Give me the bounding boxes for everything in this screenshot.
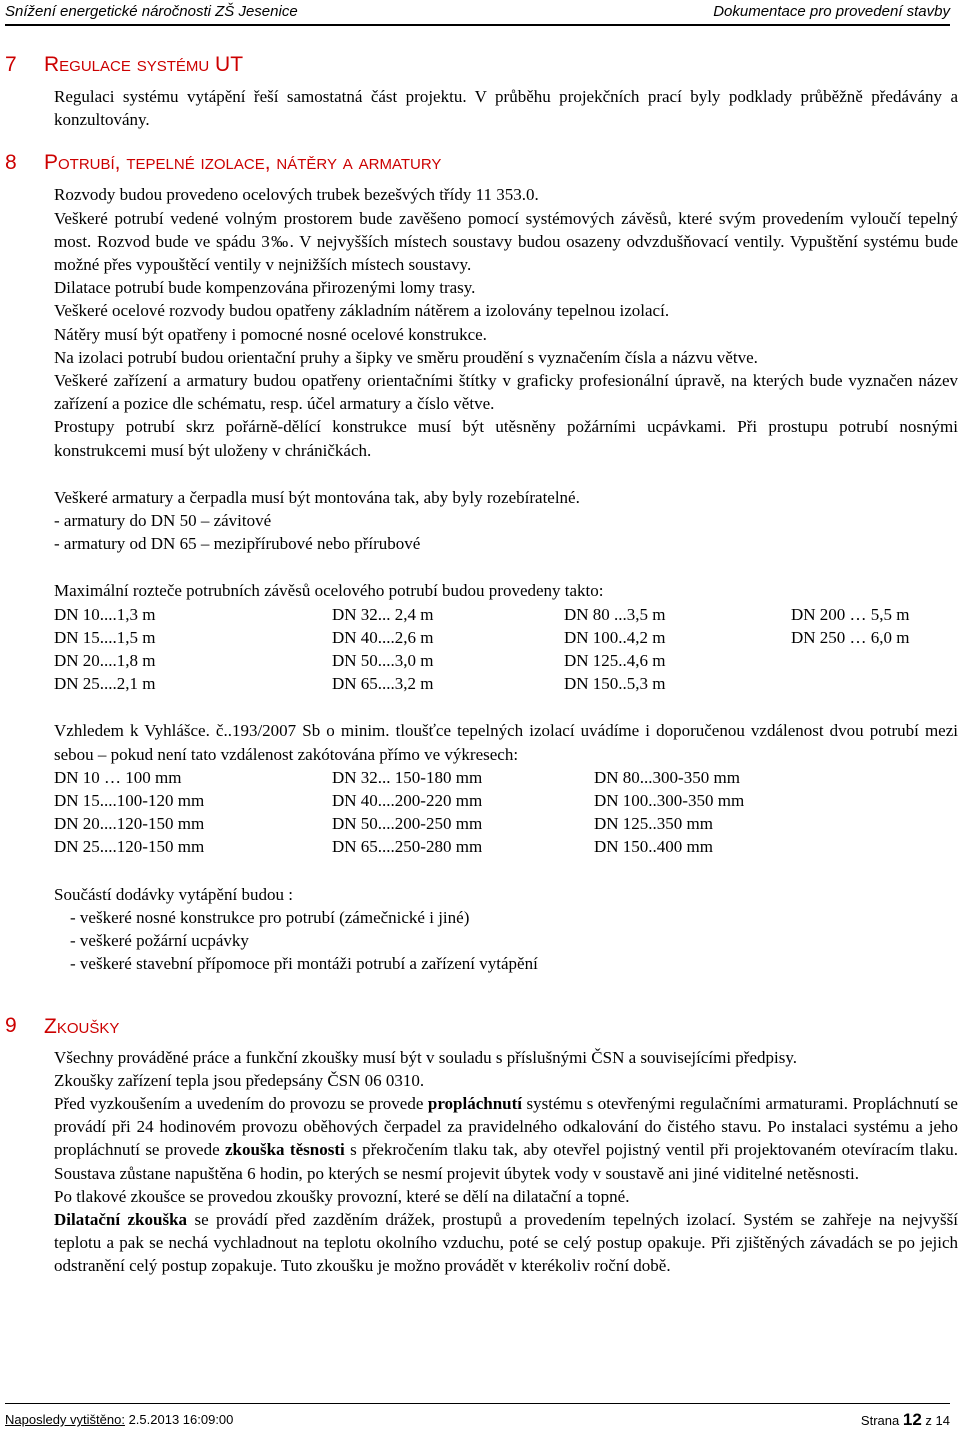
pipe-distance-table — [54, 766, 958, 859]
table-cell: DN 40....200-220 mm — [332, 791, 483, 811]
print-date-label: Naposledy vytištěno: — [5, 1412, 125, 1427]
paragraph: Veškeré potrubí vedené volným prostorem bude zavěšeno pomocí systémových závěsů, které svým provedením vyloučí tepelný most. Rozvod bude ve spádu 3‰. V nejvyšších místech soustavy budou osazeny odvzdušňovací ventily. Vypuštění systému bude možné přes vypouštěcí ventily v nejnižších místech soustavy. — [54, 208, 958, 275]
paragraph: Rozvody budou provedeno ocelových trubek bezešvých třídy 11 353.0. — [54, 185, 539, 205]
page-footer — [5, 1403, 950, 1429]
total-pages: 14 — [935, 1413, 950, 1428]
current-page: 12 — [902, 1410, 922, 1429]
table-cell: DN 32... 2,4 m — [332, 604, 434, 624]
table-cell: DN 100..300-350 mm — [594, 791, 745, 811]
section-number: 7 — [5, 53, 17, 76]
paragraph: Po tlakové zkoušce se provedou zkoušky provozní, které se dělí na dilatační a topné. — [54, 1186, 630, 1206]
bold-term: zkouška těsnosti — [225, 1140, 345, 1160]
section-number: 9 — [5, 1013, 17, 1037]
table-cell: DN 100..4,2 m — [564, 627, 666, 647]
table-cell: DN 80...300-350 mm — [594, 767, 740, 787]
bold-term: propláchnutí — [427, 1093, 523, 1113]
page-label: Strana — [860, 1413, 900, 1428]
table-cell — [791, 649, 960, 672]
paragraph: Veškeré ocelové rozvody budou opatřeny základním nátěrem a izolovány tepelnou izolací. — [54, 301, 670, 321]
header-project-title: Snížení energetické náročnosti ZŠ Jesenice — [5, 3, 298, 20]
table-cell: DN 25....2,1 m — [54, 674, 156, 694]
section-title: Regulace systému UT — [44, 53, 244, 76]
paragraph: Všechny prováděné práce a funkční zkoušky musí být v souladu s příslušnými ČSN a souvisejícími předpisy. — [54, 1047, 798, 1067]
table-cell: DN 80 ...3,5 m — [564, 604, 666, 624]
table-cell: DN 10....1,3 m — [54, 604, 156, 624]
table-cell: DN 200 … 5,5 m — [791, 604, 910, 624]
hanger-spacing-table — [54, 603, 958, 696]
list-item: - veškeré požární ucpávky — [70, 931, 249, 951]
paragraph: Veškeré zařízení a armatury budou opatřeny orientačními štítky v graficky profesionální úpravě, na kterých bude vyznačen název zařízení a pozice dle schématu, resp. účel armatury a číslo větve. — [54, 371, 958, 414]
table-cell: DN 20....120-150 mm — [54, 814, 205, 834]
header-document-type: Dokumentace pro provedení stavby — [713, 3, 950, 20]
page-header — [5, 0, 950, 26]
section-7-heading — [0, 45, 960, 85]
list-item: - armatury do DN 50 – závitové — [54, 511, 272, 531]
paragraph: Nátěry musí být opatřeny i pomocné nosné ocelové konstrukce. — [54, 324, 487, 344]
section-8-text — [54, 183, 958, 975]
table-cell: DN 150..5,3 m — [564, 674, 666, 694]
paragraph: Součástí dodávky vytápění budou : — [54, 884, 293, 904]
table-cell: DN 10 … 100 mm — [54, 767, 182, 787]
print-date-value: 2.5.2013 16:09:00 — [128, 1412, 234, 1427]
section-9-text — [54, 1046, 958, 1278]
page-body — [0, 45, 960, 1278]
table-cell: DN 40....2,6 m — [332, 627, 434, 647]
paragraph — [54, 1092, 958, 1185]
bold-term: Dilatační zkouška — [54, 1209, 188, 1229]
table-cell: DN 65....250-280 mm — [332, 837, 483, 857]
paragraph: Vzhledem k Vyhlášce. č..193/2007 Sb o minim. tloušťce tepelných izolací uvádíme i doporučenou vzdálenost dvou potrubí mezi sebou – pokud není tato vzdálenost zakótována přímo ve výkresech: — [54, 721, 958, 764]
text-run: Před vyzkoušením a uvedením do provozu se provede — [54, 1093, 428, 1113]
table-cell: DN 15....1,5 m — [54, 627, 156, 647]
table-cell — [791, 672, 960, 695]
paragraph: Maximální rozteče potrubních závěsů ocelového potrubí budou provedeny takto: — [54, 581, 604, 601]
table-cell: DN 65....3,2 m — [332, 674, 434, 694]
paragraph: Zkoušky zařízení tepla jsou předepsány ČSN 06 0310. — [54, 1070, 425, 1090]
section-7-text — [54, 85, 958, 131]
text-run: s překročením tlaku tak, aby otevřel pojistný ventil při projektovaném otevíracím tlaku. Soustava zůstane napuštěna 6 hodin, po kterých se nesmí projevit úbytek vody v soustavě ani jiné viditelné netěsnosti. — [54, 1140, 958, 1183]
section-9-heading — [0, 1012, 960, 1046]
text-run: se provádí před zazděním drážek, prostupů a provedením tepelných izolací. Systém se zahřeje na nejvyšší teplotu a pak se nechá vychladnout na teplotu okolního vzduchu, poté se celý postup opakuje. Při zjištěných závadách se po jejich odstranění celý postup zopakuje. Tuto zkoušku je možno provádět v kterékoliv roční době. — [54, 1209, 958, 1276]
section-title: Potrubí, tepelné izolace, nátěry a armatury — [44, 151, 442, 175]
text-run: systému s otevřenými regulačními armaturami. Propláchnutí se provádí při 24 hodinovém provozu oběhových čerpadel za pravidelného odkalování do čistého stavu. Po instalaci systému a jeho propláchnutí se provede — [54, 1093, 958, 1160]
list-item: - veškeré stavební přípomoce při montáži potrubí a zařízení vytápění — [70, 954, 538, 974]
print-date — [5, 1412, 233, 1427]
table-cell: DN 125..4,6 m — [564, 651, 666, 671]
section-8-heading — [0, 143, 960, 183]
table-cell: DN 125..350 mm — [594, 814, 713, 834]
paragraph: Prostupy potrubí skrz pořárně-dělící konstrukce musí být utěsněny požárními ucpávkami. Při prostupu potrubí nosnými konstrukcemi musí být uloženy v chráničkách. — [54, 417, 958, 460]
paragraph: Regulaci systému vytápění řeší samostatná část projektu. V průběhu projekčních prací byly podklady průběžně předávány a konzultovány. — [54, 87, 958, 130]
paragraph: Na izolaci potrubí budou orientační pruhy a šipky ve směru proudění s vyznačením čísla a názvu větve. — [54, 347, 758, 367]
table-cell: DN 150..400 mm — [594, 837, 713, 857]
section-number: 8 — [5, 151, 17, 175]
list-item: - veškeré nosné konstrukce pro potrubí (zámečnické i jiné) — [70, 907, 470, 927]
paragraph: Dilatace potrubí bude kompenzována přirozenými lomy trasy. — [54, 278, 476, 298]
section-title: Zkoušky — [44, 1014, 120, 1038]
table-cell: DN 20....1,8 m — [54, 651, 156, 671]
page-of: z — [925, 1413, 932, 1428]
paragraph — [54, 1208, 958, 1278]
table-cell: DN 15....100-120 mm — [54, 791, 205, 811]
paragraph: Veškeré armatury a čerpadla musí být montována tak, aby byly rozebíratelné. — [54, 487, 580, 507]
table-cell: DN 32... 150-180 mm — [332, 767, 483, 787]
list-item: - armatury od DN 65 – mezipřírubové nebo přírubové — [54, 534, 421, 554]
table-cell: DN 250 … 6,0 m — [791, 627, 910, 647]
page-number — [861, 1410, 950, 1430]
table-cell: DN 50....3,0 m — [332, 651, 434, 671]
table-cell: DN 25....120-150 mm — [54, 837, 205, 857]
table-cell: DN 50....200-250 mm — [332, 814, 483, 834]
